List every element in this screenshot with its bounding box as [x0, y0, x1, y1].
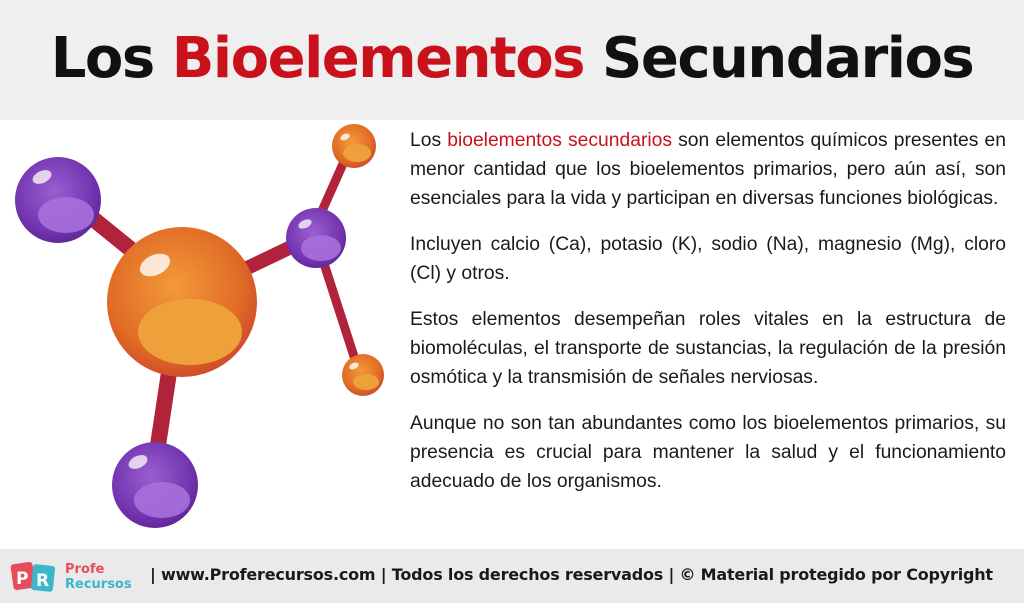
- page-title: [0, 14, 1024, 104]
- paragraph-importance: Aunque no son tan abundantes como los bioelementos primarios, su presencia es crucial para mantener la salud y el funcionamiento adecuado de los organismos.: [410, 413, 1006, 492]
- atom-center: [107, 227, 257, 377]
- content-text: [410, 126, 1006, 513]
- paragraph-definition: [410, 126, 1006, 213]
- title-part-bioelementos: Bioelementos: [171, 26, 585, 91]
- paragraph-examples: Incluyen calcio (Ca), potasio (K), sodio (Na), magnesio (Mg), cloro (Cl) y otros.: [410, 234, 1006, 284]
- profe-recursos-logo: [10, 559, 145, 595]
- atom-top-left: [15, 157, 101, 243]
- molecule-illustration: [0, 120, 400, 545]
- title-part-secundarios: Secundarios: [584, 26, 974, 91]
- logo-line-profe: Profe: [65, 562, 105, 577]
- footer-copyright-text: | www.Proferecursos.com | Todos los derechos reservados | © Material protegido por Copyright: [150, 565, 993, 584]
- footer: [0, 549, 1024, 603]
- paragraph-definition-prefix: Los: [410, 130, 448, 151]
- pr-logo-icon: [10, 559, 60, 595]
- atom-right: [286, 208, 346, 268]
- logo-wordmark: [65, 562, 132, 592]
- svg-text:P: P: [16, 569, 29, 589]
- atom-small-top: [332, 124, 376, 168]
- highlighted-term: bioelementos secundarios: [447, 130, 673, 151]
- paragraph-definition-rest: son elementos químicos presentes en menor cantidad que los bioelementos primarios, pero aún así, son esenciales para la vida y participan en diversas funciones biológicas.: [410, 130, 1006, 209]
- atom-bottom: [112, 442, 198, 528]
- paragraph-roles: Estos elementos desempeñan roles vitales en la estructura de biomoléculas, el transporte de sustancias, la regulación de la presión osmótica y la transmisión de señales nerviosas.: [410, 309, 1006, 388]
- logo-line-recursos: Recursos: [65, 577, 132, 592]
- svg-text:R: R: [36, 571, 50, 591]
- title-bar: [0, 0, 1024, 120]
- atom-small-bottom: [342, 354, 384, 396]
- title-part-los: Los: [50, 26, 172, 91]
